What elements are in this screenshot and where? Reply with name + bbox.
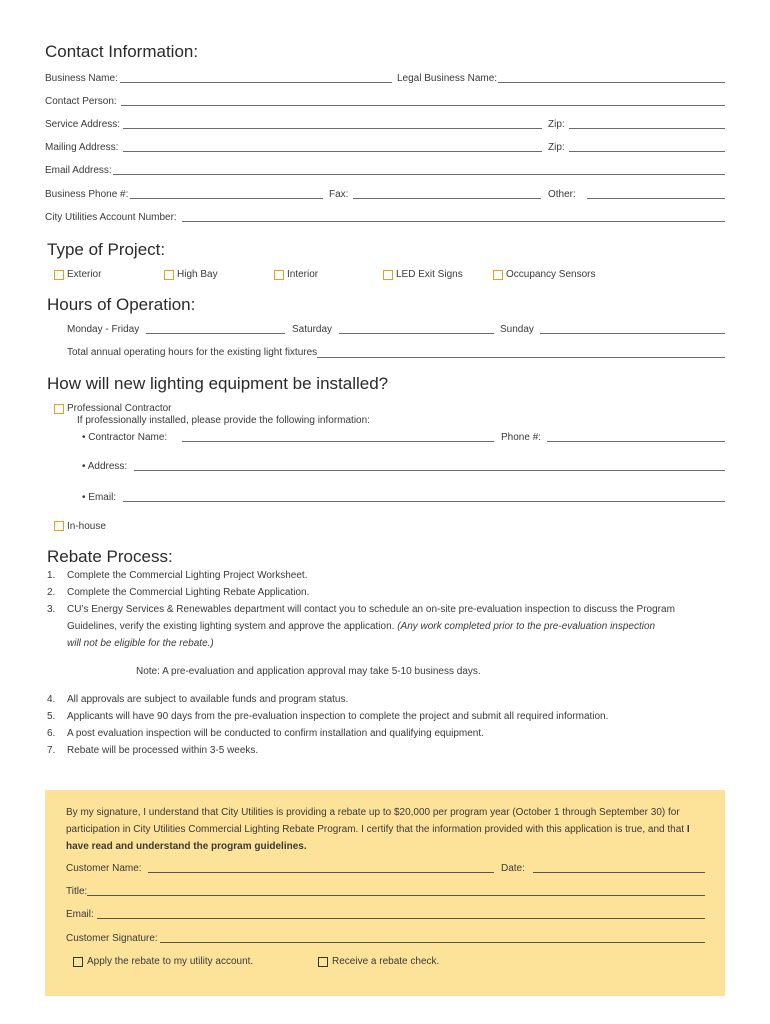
contractor-name-label: • Contractor Name: [82, 432, 168, 443]
customer-signature-label: Customer Signature: [66, 933, 158, 944]
mailing-address-label: Mailing Address: [45, 142, 119, 153]
title-label: Title: [66, 886, 88, 897]
step-2-number: 2. [47, 587, 56, 598]
email-address-label: Email Address: [45, 165, 112, 176]
rebate-heading: Rebate Process: [47, 547, 173, 566]
signature-statement-line-3: have read and understand the program guidelines. [66, 841, 307, 852]
business-phone-field[interactable] [130, 198, 323, 199]
customer-email-label: Email: [66, 909, 94, 920]
account-number-field[interactable] [182, 221, 725, 222]
step-3-line-3: will not be eligible for the rebate.) [67, 638, 214, 649]
project-type-heading: Type of Project: [47, 240, 166, 259]
contractor-phone-field[interactable] [547, 441, 725, 442]
sunday-label: Sunday [500, 324, 534, 335]
sunday-field[interactable] [540, 333, 725, 334]
business-name-field[interactable] [120, 82, 392, 83]
occupancy-sensors-checkbox[interactable] [493, 270, 503, 280]
step-1-number: 1. [47, 570, 56, 581]
contractor-name-field[interactable] [182, 441, 494, 442]
contractor-email-label: • Email: [82, 492, 117, 503]
signature-statement-line-2 [66, 824, 690, 835]
step-7-text: Rebate will be processed within 3-5 weeks. [67, 745, 259, 756]
legal-business-name-label: Legal Business Name: [397, 73, 498, 84]
receive-check-label: Receive a rebate check. [332, 956, 440, 967]
step-4-text: All approvals are subject to available funds and program status. [67, 694, 349, 705]
saturday-field[interactable] [339, 333, 494, 334]
led-exit-signs-label: LED Exit Signs [396, 269, 463, 280]
high-bay-checkbox[interactable] [164, 270, 174, 280]
step-3-line-2 [67, 621, 655, 632]
monday-friday-label: Monday - Friday [67, 324, 140, 335]
other-field[interactable] [587, 198, 725, 199]
step-7-number: 7. [47, 745, 56, 756]
inhouse-label: In-house [67, 521, 106, 532]
professional-contractor-label: Professional Contractor [67, 403, 172, 414]
service-address-label: Service Address: [45, 119, 121, 130]
step-6-number: 6. [47, 728, 56, 739]
contractor-address-field[interactable] [134, 470, 725, 471]
customer-email-field[interactable] [97, 918, 705, 919]
signature-statement-line-2-bold: I [686, 824, 690, 835]
total-hours-field[interactable] [317, 357, 725, 358]
monday-friday-field[interactable] [146, 333, 285, 334]
customer-name-field[interactable] [148, 872, 494, 873]
customer-name-label: Customer Name: [66, 863, 142, 874]
interior-label: Interior [287, 269, 319, 280]
saturday-label: Saturday [292, 324, 333, 335]
step-1-text: Complete the Commercial Lighting Project Worksheet. [67, 570, 308, 581]
apply-to-account-label: Apply the rebate to my utility account. [87, 956, 254, 967]
service-zip-field[interactable] [569, 128, 725, 129]
contact-heading: Contact Information: [45, 42, 199, 61]
contact-person-field[interactable] [121, 105, 725, 106]
service-address-field[interactable] [123, 128, 542, 129]
step-5-number: 5. [47, 711, 56, 722]
signature-statement-line-2-regular: participation in City Utilities Commercial Lighting Rebate Program. I certify that the information provided with this application is true, and that [66, 824, 687, 835]
step-6-text: A post evaluation inspection will be conducted to confirm installation and qualifying equipment. [67, 728, 484, 739]
contractor-address-label: • Address: [82, 461, 128, 472]
title-field[interactable] [87, 895, 705, 896]
date-field[interactable] [533, 872, 705, 873]
date-label: Date: [501, 863, 525, 874]
account-number-label: City Utilities Account Number: [45, 212, 177, 223]
inhouse-checkbox[interactable] [54, 521, 64, 531]
business-phone-label: Business Phone #: [45, 189, 129, 200]
step-3-line-1: CU’s Energy Services & Renewables department will contact you to schedule an on-site pre-evaluation inspection to discuss the Program [67, 604, 675, 615]
professional-contractor-checkbox[interactable] [54, 404, 64, 414]
install-heading: How will new lighting equipment be installed? [47, 374, 389, 393]
exterior-checkbox[interactable] [54, 270, 64, 280]
signature-statement-line-1: By my signature, I understand that City Utilities is providing a rebate up to $20,000 per program year (October 1 through September 30) for [66, 807, 680, 818]
contact-person-label: Contact Person: [45, 96, 117, 107]
service-zip-label: Zip: [548, 119, 565, 130]
step-4-number: 4. [47, 694, 56, 705]
mailing-zip-label: Zip: [548, 142, 565, 153]
step-5-text: Applicants will have 90 days from the pre-evaluation inspection to complete the project and submit all required information. [67, 711, 609, 722]
step-3-line-2-italic: (Any work completed prior to the pre-evaluation inspection [397, 621, 656, 632]
email-address-field[interactable] [113, 174, 725, 175]
legal-business-name-field[interactable] [498, 82, 725, 83]
fax-label: Fax: [329, 189, 349, 200]
mailing-address-field[interactable] [123, 151, 542, 152]
high-bay-label: High Bay [177, 269, 218, 280]
occupancy-sensors-label: Occupancy Sensors [506, 269, 596, 280]
mailing-zip-field[interactable] [569, 151, 725, 152]
step-3-line-2-regular: Guidelines, verify the existing lighting system and approve the application. [67, 621, 398, 632]
contractor-phone-label: Phone #: [501, 432, 542, 443]
led-exit-signs-checkbox[interactable] [383, 270, 393, 280]
exterior-label: Exterior [67, 269, 102, 280]
hours-heading: Hours of Operation: [47, 295, 196, 314]
apply-to-account-checkbox[interactable] [73, 957, 83, 967]
contractor-email-field[interactable] [123, 501, 725, 502]
step-2-text: Complete the Commercial Lighting Rebate Application. [67, 587, 310, 598]
interior-checkbox[interactable] [274, 270, 284, 280]
approval-note: Note: A pre-evaluation and application approval may take 5-10 business days. [136, 666, 481, 677]
step-3-number: 3. [47, 604, 56, 615]
customer-signature-field[interactable] [160, 942, 705, 943]
receive-check-checkbox[interactable] [318, 957, 328, 967]
business-name-label: Business Name: [45, 73, 118, 84]
fax-field[interactable] [353, 198, 541, 199]
total-hours-label: Total annual operating hours for the existing light fixtures [67, 347, 318, 358]
professional-instructions: If professionally installed, please provide the following information: [77, 415, 370, 426]
other-label: Other: [548, 189, 576, 200]
